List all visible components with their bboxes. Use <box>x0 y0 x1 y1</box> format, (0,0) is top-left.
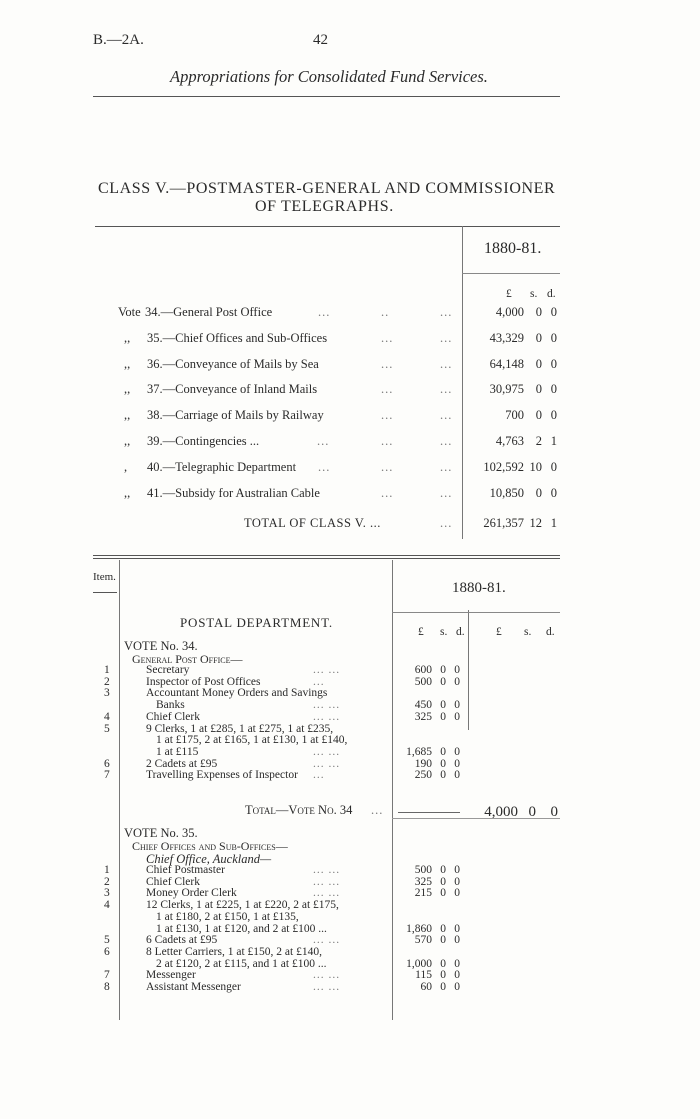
detail-amounts-divider <box>392 560 393 1020</box>
summary-row-dots: ... <box>440 460 453 474</box>
line-item-pounds: 325 <box>414 876 432 888</box>
summary-row-pounds: 4,763 <box>495 434 524 448</box>
summary-row-pence: 1 <box>550 434 557 448</box>
summary-row-pounds: 700 <box>505 408 524 422</box>
line-item-text: Messenger <box>146 969 196 981</box>
summary-year-heading: 1880-81. <box>484 240 542 257</box>
summary-row-dots: ... <box>440 408 453 422</box>
item-number: 2 <box>104 676 110 688</box>
line-item-dots: ... ... <box>313 981 341 993</box>
summary-row-prefix: ,, <box>124 331 131 345</box>
summary-row-label: 40.—Telegraphic Department <box>147 460 297 474</box>
summary-row-pence: 0 <box>550 486 557 500</box>
summary-row-dots: ... <box>318 305 331 319</box>
summary-row-prefix: ,, <box>124 382 131 396</box>
summary-row-dots: ... <box>440 382 453 396</box>
line-item-shillings: 0 <box>440 958 446 970</box>
item-number: 5 <box>104 723 110 735</box>
summary-total-pounds: 261,357 <box>483 516 524 530</box>
line-item-pounds: 190 <box>414 758 432 770</box>
summary-row-dots: ... <box>318 460 331 474</box>
line-item-shillings: 0 <box>440 981 446 993</box>
summary-row-pounds: 64,148 <box>489 357 524 371</box>
line-item-dots: ... ... <box>313 969 341 981</box>
line-item-shillings: 0 <box>440 664 446 676</box>
summary-row-shillings: 0 <box>535 357 542 371</box>
item-number: 2 <box>104 876 110 888</box>
section-double-rule-top <box>93 555 560 556</box>
line-item-shillings: 0 <box>440 758 446 770</box>
line-item-shillings: 0 <box>440 711 446 723</box>
section-double-rule-bottom <box>93 558 560 559</box>
summary-row-shillings: 0 <box>535 408 542 422</box>
class-title-line2: OF TELEGRAPHS. <box>255 198 394 215</box>
line-item-pence: 0 <box>454 746 460 758</box>
detail-year-rule <box>392 612 560 613</box>
line-item-dots: ... ... <box>313 664 341 676</box>
summary-row-shillings: 2 <box>535 434 542 448</box>
line-item-dots: ... ... <box>313 746 341 758</box>
summary-row-prefix: , <box>124 460 128 474</box>
page-number: 42 <box>313 32 328 48</box>
summary-top-rule <box>95 226 560 227</box>
summary-row-label: 39.—Contingencies ... <box>147 434 260 448</box>
summary-row-pounds: 43,329 <box>489 331 524 345</box>
item-column-heading: Item. <box>93 571 116 583</box>
summary-row-pence: 0 <box>550 408 557 422</box>
summary-row-dots: ... <box>381 382 394 396</box>
line-item-text: Travelling Expenses of Inspector <box>146 769 298 781</box>
summary-row-dots: ... <box>381 434 394 448</box>
line-item-dots: ... ... <box>313 711 341 723</box>
summary-total-dots: ... <box>440 516 453 530</box>
line-item-pounds: 250 <box>414 769 432 781</box>
summary-row-shillings: 10 <box>529 460 542 474</box>
line-item-pounds: 500 <box>414 676 432 688</box>
line-item-pence: 0 <box>454 864 460 876</box>
line-item-text: Accountant Money Orders and Savings <box>146 687 328 699</box>
vote-34-title: VOTE No. 34. <box>124 639 198 653</box>
line-item-dots: ... ... <box>313 699 341 711</box>
line-item-pounds: 1,685 <box>406 746 432 758</box>
item-column-divider <box>119 560 120 1020</box>
summary-row-dots: ... <box>440 331 453 345</box>
line-item-pounds: 570 <box>414 934 432 946</box>
summary-row-shillings: 0 <box>535 382 542 396</box>
summary-row-pence: 0 <box>550 357 557 371</box>
summary-total-shillings: 12 <box>529 516 542 530</box>
line-item-text: Chief Clerk <box>146 876 200 888</box>
line-item-pence: 0 <box>454 664 460 676</box>
line-item-text: Secretary <box>146 664 190 676</box>
summary-row-dots: ... <box>440 357 453 371</box>
line-item-dots: ... ... <box>313 864 341 876</box>
line-item-text: 2 Cadets at £95 <box>146 758 218 770</box>
item-number: 6 <box>104 946 110 958</box>
line-item-dots: ... <box>313 676 325 688</box>
detail-shillings-heading-1: s. <box>440 626 448 638</box>
line-item-pounds: 450 <box>414 699 432 711</box>
item-number: 3 <box>104 687 110 699</box>
line-item-text: Chief Clerk <box>146 711 200 723</box>
vote-34-total-dots: ... <box>371 803 384 817</box>
summary-row-dots: ... <box>381 357 394 371</box>
summary-row-shillings: 0 <box>535 305 542 319</box>
vote-35-subtitle: Chief Offices and Sub-Offices— <box>132 839 288 853</box>
summary-row-dots: ... <box>317 434 330 448</box>
line-item-pounds: 1,000 <box>406 958 432 970</box>
line-item-pounds: 500 <box>414 864 432 876</box>
line-item-text: 2 at £120, 2 at £115, and 1 at £100 ... <box>156 958 327 970</box>
line-item-pence: 0 <box>454 758 460 770</box>
summary-row-dots: ... <box>381 331 394 345</box>
line-item-pounds: 215 <box>414 887 432 899</box>
summary-row-dots: .. <box>381 305 390 319</box>
summary-row-dots: ... <box>381 460 394 474</box>
summary-pence-heading: d. <box>547 288 556 300</box>
summary-year-rule <box>462 273 560 274</box>
detail-shillings-heading-2: s. <box>524 626 532 638</box>
line-item-text: 1 at £175, 2 at £165, 1 at £130, 1 at £140, <box>156 734 348 746</box>
detail-pounds-heading-2: £ <box>496 626 502 638</box>
line-item-shillings: 0 <box>440 746 446 758</box>
vote-34-subtitle: General Post Office— <box>132 652 243 666</box>
summary-row-shillings: 0 <box>535 486 542 500</box>
line-item-text: Inspector of Post Offices <box>146 676 261 688</box>
summary-row-label: 41.—Subsidy for Australian Cable <box>147 486 320 500</box>
line-item-text: 12 Clerks, 1 at £225, 1 at £220, 2 at £175, <box>146 899 339 911</box>
summary-total-pence: 1 <box>550 516 557 530</box>
line-item-dots: ... ... <box>313 887 341 899</box>
summary-row-pence: 0 <box>550 331 557 345</box>
summary-row-pounds: 10,850 <box>489 486 524 500</box>
line-item-pounds: 1,860 <box>406 923 432 935</box>
detail-pence-heading-1: d. <box>456 626 465 638</box>
line-item-text: Chief Postmaster <box>146 864 225 876</box>
line-item-text: 8 Letter Carriers, 1 at £150, 2 at £140, <box>146 946 322 958</box>
vote-34-total-label: Total—Vote No. 34 <box>245 803 353 817</box>
line-item-text: 1 at £115 <box>156 746 199 758</box>
summary-row-pounds: 4,000 <box>495 305 524 319</box>
summary-row-shillings: 0 <box>535 331 542 345</box>
detail-year-heading: 1880-81. <box>452 580 506 596</box>
line-item-text: 1 at £130, 1 at £120, and 2 at £100 ... <box>156 923 327 935</box>
item-heading-rule <box>93 592 117 593</box>
line-item-dots: ... ... <box>313 876 341 888</box>
line-item-dots: ... ... <box>313 934 341 946</box>
line-item-shillings: 0 <box>440 699 446 711</box>
vote-34-total-pounds: 4,000 <box>484 804 518 820</box>
item-number: 3 <box>104 887 110 899</box>
line-item-shillings: 0 <box>440 876 446 888</box>
item-number: 7 <box>104 769 110 781</box>
line-item-text: Money Order Clerk <box>146 887 237 899</box>
summary-row-dots: ... <box>440 434 453 448</box>
line-item-text: Banks <box>156 699 185 711</box>
detail-inner-divider <box>468 610 469 730</box>
vote-34-total-pence: 0 <box>550 804 558 820</box>
vote-35-office: Chief Office, Auckland— <box>146 852 272 866</box>
summary-row-pence: 0 <box>550 460 557 474</box>
line-item-dots: ... <box>313 769 325 781</box>
line-item-pence: 0 <box>454 699 460 711</box>
item-number: 8 <box>104 981 110 993</box>
line-item-text: 9 Clerks, 1 at £285, 1 at £275, 1 at £235, <box>146 723 334 735</box>
line-item-pence: 0 <box>454 711 460 723</box>
line-item-dots: ... ... <box>313 758 341 770</box>
item-number: 1 <box>104 664 110 676</box>
line-item-shillings: 0 <box>440 923 446 935</box>
summary-row-dots: ... <box>440 486 453 500</box>
line-item-shillings: 0 <box>440 676 446 688</box>
line-item-pounds: 115 <box>415 969 432 981</box>
document-reference: B.—2A. <box>93 32 144 48</box>
line-item-pence: 0 <box>454 887 460 899</box>
item-number: 5 <box>104 934 110 946</box>
summary-row-label: 35.—Chief Offices and Sub-Offices <box>147 331 328 345</box>
header-rule <box>93 96 560 97</box>
line-item-pence: 0 <box>454 958 460 970</box>
line-item-pounds: 325 <box>414 711 432 723</box>
summary-row-pounds: 102,592 <box>483 460 524 474</box>
line-item-text: 6 Cadets at £95 <box>146 934 218 946</box>
vote-34-subtotal-rule <box>398 812 460 813</box>
summary-row-prefix: ,, <box>124 408 131 422</box>
line-item-text: 1 at £180, 2 at £150, 1 at £135, <box>156 911 299 923</box>
line-item-pence: 0 <box>454 676 460 688</box>
summary-shillings-heading: s. <box>530 288 538 300</box>
class-title-line1: CLASS V.—POSTMASTER-GENERAL AND COMMISSIONER <box>98 180 556 197</box>
line-item-pence: 0 <box>454 876 460 888</box>
detail-pence-heading-2: d. <box>546 626 555 638</box>
summary-row-pounds: 30,975 <box>489 382 524 396</box>
item-number: 4 <box>104 899 110 911</box>
item-number: 7 <box>104 969 110 981</box>
line-item-pence: 0 <box>454 934 460 946</box>
summary-total-label: TOTAL OF CLASS V. ... <box>244 516 381 530</box>
item-number: 1 <box>104 864 110 876</box>
detail-pounds-heading-1: £ <box>418 626 424 638</box>
summary-row-label: 36.—Conveyance of Mails by Sea <box>147 357 319 371</box>
line-item-pence: 0 <box>454 769 460 781</box>
summary-row-prefix: Vote <box>118 305 141 319</box>
summary-row-dots: ... <box>381 486 394 500</box>
summary-row-pence: 0 <box>550 382 557 396</box>
vote-34-total-rule <box>392 818 560 819</box>
summary-row-prefix: ,, <box>124 434 131 448</box>
summary-row-prefix: ,, <box>124 486 131 500</box>
line-item-shillings: 0 <box>440 969 446 981</box>
line-item-shillings: 0 <box>440 934 446 946</box>
summary-row-prefix: ,, <box>124 357 131 371</box>
line-item-text: Assistant Messenger <box>146 981 241 993</box>
summary-row-pence: 0 <box>550 305 557 319</box>
summary-row-label: 34.—General Post Office <box>145 305 273 319</box>
line-item-pence: 0 <box>454 969 460 981</box>
line-item-shillings: 0 <box>440 769 446 781</box>
line-item-pence: 0 <box>454 923 460 935</box>
vote-35-title: VOTE No. 35. <box>124 826 198 840</box>
line-item-shillings: 0 <box>440 887 446 899</box>
summary-row-dots: ... <box>440 305 453 319</box>
running-title: Appropriations for Consolidated Fund Services. <box>170 67 488 86</box>
item-number: 4 <box>104 711 110 723</box>
vote-34-total-shillings: 0 <box>528 804 536 820</box>
summary-row-label: 38.—Carriage of Mails by Railway <box>147 408 324 422</box>
line-item-pounds: 60 <box>420 981 432 993</box>
line-item-shillings: 0 <box>440 864 446 876</box>
summary-pounds-heading: £ <box>506 288 512 300</box>
summary-row-dots: ... <box>381 408 394 422</box>
department-heading: POSTAL DEPARTMENT. <box>180 615 333 630</box>
line-item-pounds: 600 <box>414 664 432 676</box>
item-number: 6 <box>104 758 110 770</box>
summary-row-label: 37.—Conveyance of Inland Mails <box>147 382 318 396</box>
line-item-pence: 0 <box>454 981 460 993</box>
